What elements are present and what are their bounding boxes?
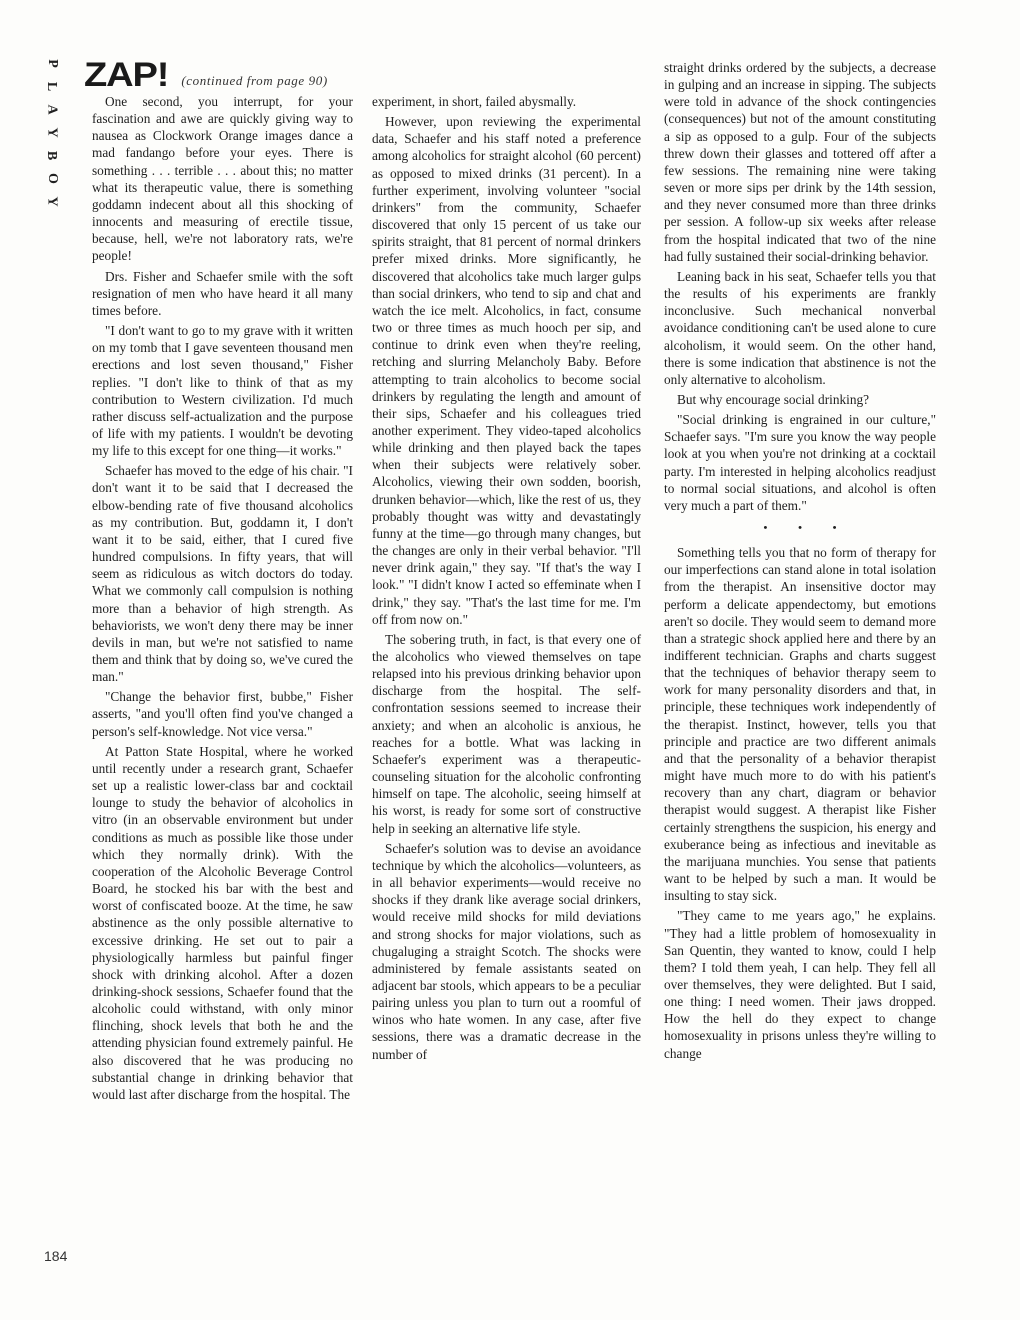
paragraph: "Social drinking is engrained in our culture," Schaefer says. "I'm sure you know the way people look at you when you're not drinking at a cocktail party. I'm interested in helping alcoholics readjust to normal social situations, and alcohol is often very much a part of them." <box>664 412 936 513</box>
paragraph: Schaefer has moved to the edge of his chair. "I don't want it to be said that I decreased the elbow-bending rate of five thousand alcoholics as my contribution. But, goddamn it, I don't want it to be said, either, that I cured five hundred compulsions. In fifty years, that will seem as ridiculous as witch doctors do today. What we commonly call compulsion is nothing more than a behavior of high strength. As behaviorists, we won't deny there may be inner devils in man, but we're not satisfied to name them and think that by doing so, we've cured the man." <box>92 463 353 685</box>
article-title: ZAP! <box>84 56 169 94</box>
paragraph: At Patton State Hospital, where he worked until recently under a research grant, Schaefer set up a realistic lower-class bar and cocktail lounge to study the behavior of alcoholics in vitro (in an observable environment but under conditions as much as possible like those under which they normally drink). With the cooperation of the Alcoholic Beverage Control Board, he stocked his bar with the best and worst of confiscated booze. At the time, he saw abstinence as the only possible alternative to excessive drinking. He set out to pair a physiologically harmless but painful finger shock with drinking alcohol. After a dozen drinking-shock sessions, Schaefer found that the alcoholic could withstand, with only minor flinching, shock levels that both he and the attending physician found extremely painful. He also discovered that he was producing no substantial change in drinking behavior that would last after discharge from the hospital. The <box>92 743 353 1102</box>
text-column-3 <box>664 59 936 1062</box>
paragraph: Schaefer's solution was to devise an avoidance technique by which the alcoholics—volunteers, as in all behavior experiments—would receive no shocks if they drank like average social drinkers, would receive mild shocks for mild deviations and strong shocks for major violations, such as chugaluging a straight Scotch. The shocks were administered by female assistants seated on adjacent bar stools, which appears to be a peculiar pairing unless you plan to turn out a roomful of winos who hate women. In any case, after five sessions, there was a dramatic decrease in the number of <box>372 840 641 1062</box>
text-column-2 <box>372 93 641 1063</box>
page-number: 184 <box>44 1248 68 1264</box>
text-column-1 <box>92 93 353 1103</box>
article-header <box>84 56 374 92</box>
paragraph: "They came to me years ago," he explains. "They had a little problem of homosexuality in San Quentin, they wanted to know, could I help them? I told them yeah, I can help. They fell all over themselves, they were delighted. But I said, one thing: I need women. Their jaws dropped. How the hell do they expect to change homosexuality in prisons unless they're willing to change <box>664 908 936 1061</box>
paragraph: Drs. Fisher and Schaefer smile with the soft resignation of men who have heard it all many times before. <box>92 268 353 318</box>
paragraph: "I don't want to go to my grave with it written on my tomb that I gave seventeen thousand men erections and lost seven thousand," Fisher replies. "I don't like to think of that as my contribution to Western civilization. I'd much rather discuss self-actualization and the purpose of life with my patients. I wouldn't be devoting my life to this except for one thing—it works." <box>92 323 353 459</box>
paragraph: However, upon reviewing the experimental data, Schaefer and his staff noted a preference among alcoholics for straight alcohol (60 percent) as opposed to mixed drinks (31 percent). In a further experiment, involving volunteer "social drinkers" from the community, Schaefer discovered that only 15 percent of us take our spirits straight, that 81 percent of normal drinkers prefer mixed drinks. More significantly, he discovered that alcoholics take much larger gulps than social drinkers, who tend to sip and chat and watch the ice melt. Alcoholics, in fact, consume two or three times as much hooch per sip, and continue to drink even when they're reeling, retching and slurring Melancholy Baby. Before attempting to train alcoholics to become social drinkers by regulating the length and amount of their sips, Schaefer and his colleagues tried another experiment. They video-taped alcoholics while drinking and then played back the tapes when their subjects were relatively sober. Alcoholics, viewing their own sodden, boorish, drunken behavior—which, like the rest of us, they probably thought was witty and devastatingly funny at the time—go through many changes, but the changes are only in their verbal behavior. "I'll never drink again," they say. "If that's the way I look." "I didn't know I acted so effeminate when I drink," they say. "That's the last time for me. I'm off from now on." <box>372 114 641 627</box>
paragraph: But why encourage social drinking? <box>677 391 870 407</box>
paragraph: Leaning back in his seat, Schaefer tells you that the results of his experiments are frankly inconclusive. Such mechanical nonverbal avoidance conditioning can't be used alone to cure alcoholism, it would seem. On the other hand, there is some indication that abstinence is not the only alternative to alcoholism. <box>664 268 936 387</box>
paragraph: One second, you interrupt, for your fascination and awe are quickly giving way to nausea as Clockwork Orange images dance a mad fandango before your eyes. There is something . . . terrible . . . about this; no matter what its therapeutic value, there is something goddamn indecent about all this shocking of innocents and measuring of erectile tissue, because, hell, we're not laboratory rats, we're people! <box>92 94 353 264</box>
continued-note: (continued from page 90) <box>181 73 328 88</box>
paragraph: "Change the behavior first, bubbe," Fisher asserts, "and you'll often find you've changed a person's self-knowledge. Not vice versa." <box>92 689 353 739</box>
masthead-letter: Y <box>44 127 60 138</box>
section-separator: • • • <box>763 522 851 535</box>
paragraph: straight drinks ordered by the subjects, a decrease in gulping and an increase in sipping. The subjects were told in advance of the shock contingencies (consequences) but not of the amount constituting a sip as opposed to a gulp. Four of the subjects threw down their glasses and tottered off after a few sessions. The remaining nine were taking seven or more sips per drink by the 14th session, and they never consumed more than three drinks per session. A follow-up six weeks after release from the hospital indicated that two of the nine had fully sustained their social-drinking behavior. <box>664 60 936 264</box>
masthead-letter: O <box>44 173 60 184</box>
magazine-masthead <box>38 52 66 213</box>
masthead-letter: P <box>44 59 60 68</box>
paragraph: The sobering truth, in fact, is that every one of the alcoholics who viewed themselves on tape relapsed into his previous drinking behavior upon discharge from the hospital. The self-confrontation sessions seemed to increase their anxiety; and when an alcoholic is anxious, he reaches for a bottle. What was lacking in Schaefer's experiment was a therapeutic-counseling situation for the alcoholic confronting himself on tape. The alcoholic, seeing himself at his worst, is ready for some sort of constructive help in seeking an alternative life style. <box>372 631 641 836</box>
paragraph: Something tells you that no form of therapy for our imperfections can stand alone in total isolation from the therapist. An insensitive doctor may perform a delicate appendectomy, but emotions aren't so docile. They would seem to demand more than a strategic shock applied here and there by an indifferent technician. Graphs and charts suggest that the techniques of behavior therapy seem to work for many personality disorders and that, in principle, these techniques work independently of the therapist. Instinct, however, tells you that principle and practice are two different animals and that the personality of a behavior therapist might have much more to do with his patient's recovery than any chart, diagram or behavior therapist would suggest. A therapist like Fisher certainly strengthens the suspicion, his energy and exuberance being as infectious and inevitable as the marijuana munchies. You sense that patients want to be helped by such a man. It would be insulting to stay sick. <box>664 545 936 904</box>
masthead-letter: L <box>44 81 60 92</box>
masthead-letter: A <box>44 104 60 115</box>
paragraph: experiment, in short, failed abysmally. <box>372 94 577 109</box>
masthead-letter: Y <box>44 196 60 207</box>
masthead-letter: B <box>44 150 60 161</box>
